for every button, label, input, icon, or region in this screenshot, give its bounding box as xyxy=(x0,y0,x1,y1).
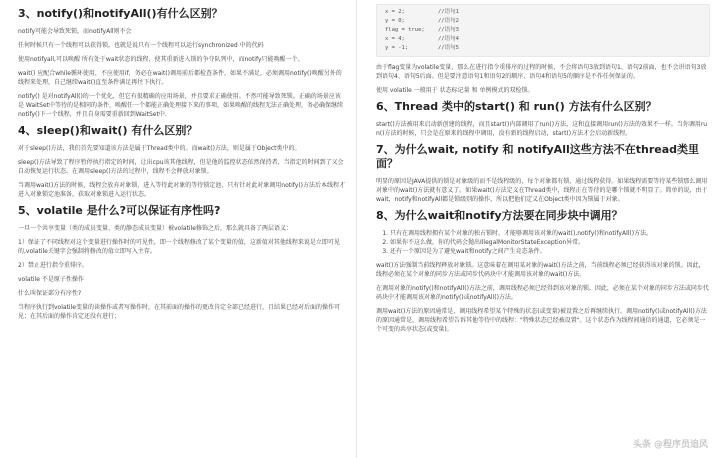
code-line: y = -1; //语句5 xyxy=(385,45,459,51)
paragraph: start()方法被用来启动新创建的线程，而且start()内部调用了run()方法，这和直接调用run()方法的效果不一样。当你调用run()方法的时候，只会是在原来的线程中调用，没有新的线程启动，start()方法才会启动新线程。 xyxy=(376,121,708,137)
code-block xyxy=(376,4,710,57)
list-item: 1. 只有在调用线程拥有某个对象的独占锁时，才能够调用该对象的wait(),notify()和notifyAll()方法。 xyxy=(390,229,710,238)
paragraph: 什么叫保证部分有序性? xyxy=(18,290,82,297)
paragraph: 1）保证了不同线程对这个变量进行操作时的可见性，即一个线程修改了某个变量的值，这新值对其他线程来说是立即可见的,volatile关键字会强制将修改的值立即写入主存。 xyxy=(18,239,340,255)
paragraph: notify() 是对notifyAll()的一个优化，但它有很精确的应用场景，并且要求正确使用。不然可能导致死锁。正确的场景应该是 WaitSet中等待的是相同的条件，唤醒任一个都能正确处理接下来的事项，如果唤醒的线程无法正确处理，务必确保继续notify()下一个线程，并且自身需要重新回到WaitSet中. xyxy=(18,93,344,118)
code-line: y = 0; //语句2 xyxy=(385,18,459,24)
paragraph: 当调用wait()方法的时候，线程会放弃对象锁，进入等待此对象的等待锁定池，只有针对此对象调用notify()方法后本线程才进入对象锁定池准备，获取对象锁进入运行状态。 xyxy=(18,182,346,198)
paragraph: 对于sleep()方法，我们首先要知道该方法是属于Thread类中的。而wait()方法，则是属于Object类中的。 xyxy=(18,145,301,152)
watermark: 头条 @程序员追风 xyxy=(632,440,708,450)
paragraph: 任何时候只有一个线程可以获得锁，也就是说只有一个线程可以运行synchronized 中的代码 xyxy=(18,42,264,49)
paragraph: wait()方法强制当前线程释放对象锁。这意味着在调用某对象的wait()方法之前，当前线程必须已经获得该对象的锁。因此，线程必须在某个对象的同步方法或同步代码块中才能调用该对象的wait()方法。 xyxy=(376,262,705,278)
section-heading: 5、volatile 是什么?可以保证有序性吗? xyxy=(18,204,221,217)
paragraph: 由于flag变量为volatile变量，那么在进行指令重排序的过程的时候，不会将语句3放到语句1、语句2前面，也不会讲语句3放到语句4、语句5后面。但是要注意语句1和语句2的顺序、语句4和语句5的顺序是不作任何保证的。 xyxy=(376,64,707,80)
paragraph: 调用wait()方法的原因通常是，调用线程希望某个特殊的状态(或变量)被设置之后再继续执行。调用notify()或notifyAll()方法的原因通常是，调用线程希望告诉其他等待中的线程："特殊状态已经被设置"。这个状态作为线程间通信的通道，它必须是一个可变的共享状态(或变量)。 xyxy=(376,308,707,333)
paragraph: wait() 应配合while循环使用，不应使用if，务必在wait()调用前后都检查条件，如果不满足，必须调用notify()唤醒另外的线程来处理，自己继续wait()直至条件满足再往下执行。 xyxy=(18,70,342,86)
left-page xyxy=(0,0,354,458)
numbered-list xyxy=(376,229,710,256)
paragraph: sleep()方法导致了程序暂停执行指定的时间，让出cpu该其他线程，但是他的监控状态依然保持者，当指定的时间到了又会自动恢复运行状态。在调用sleep()方法的过程中，线程不会释放对象锁。 xyxy=(18,159,344,175)
section-heading: 4、sleep()和wait() 有什么区别？ xyxy=(18,124,198,137)
section-heading: 8、为什么wait和notify方法要在同步块中调用？ xyxy=(376,209,623,222)
paragraph: 当程序执行到volatile变量的读操作或者写操作时，在其前面的操作的更改肯定全部已经进行，且结果已经对后面的操作可见；在其后面的操作肯定还没有进行； xyxy=(18,304,340,320)
section-heading: 6、Thread 类中的start() 和 run() 方法有什么区别？ xyxy=(376,100,657,113)
paragraph: 一旦一个共享变量（类的成员变量、类的静态成员变量）被volatile修饰之后，那么就具备了两层语义： xyxy=(18,225,292,232)
right-page xyxy=(366,0,720,458)
code-line: x = 2; //语句1 xyxy=(385,9,459,15)
page-gutter xyxy=(356,0,357,458)
section-heading: 7、为什么wait, notify 和 notifyAll这些方法不在thread类里面？ xyxy=(376,143,700,170)
section-heading: 3、notify()和notifyAll()有什么区别？ xyxy=(18,7,223,20)
paragraph: notify可能会导致死锁，而notifyAll则不会 xyxy=(18,28,132,35)
paragraph: 使用 volatile 一般用于 状态标记量 和 单例模式的双检锁。 xyxy=(376,87,534,94)
paragraph: 明显的原因是JAVA提供的锁是对象级的而不是线程级的，每个对象都有锁，通过线程获得。如果线程需要等待某些锁那么调用对象中的wait()方法就有意义了。如果wait()方法定义在Thread类中，线程正在等待的是哪个锁就不明显了。简单的说，由于wait，notify和notifyAll都是锁级别的操作，所以把他们定义在Object类中因为锁属于对象。 xyxy=(376,178,708,203)
paragraph: volatile 不是原子性操作 xyxy=(18,276,84,283)
paragraph: 2）禁止进行指令重排序。 xyxy=(18,262,88,269)
code-line: x = 4; //语句4 xyxy=(385,36,459,42)
list-item: 3. 还有一个原因是为了避免wait和notify之间产生竞态条件。 xyxy=(390,247,710,256)
paragraph: 使用notifyall,可以唤醒 所有处于wait状态的线程，使其重新进入锁的争夺队列中，而notify只能唤醒一个。 xyxy=(18,56,304,63)
list-item: 2. 如果你不这么做，你的代码会抛出IllegalMonitorStateException异常。 xyxy=(390,238,710,247)
code-line: flag = true; //语句3 xyxy=(385,27,459,33)
paragraph: 在调用对象的notify()和notifyAll()方法之前，调用线程必须已经得到该对象的锁。因此，必须在某个对象的同步方法或同步代码块中才能调用该对象的notify()或notifyAll()方法。 xyxy=(376,285,709,301)
